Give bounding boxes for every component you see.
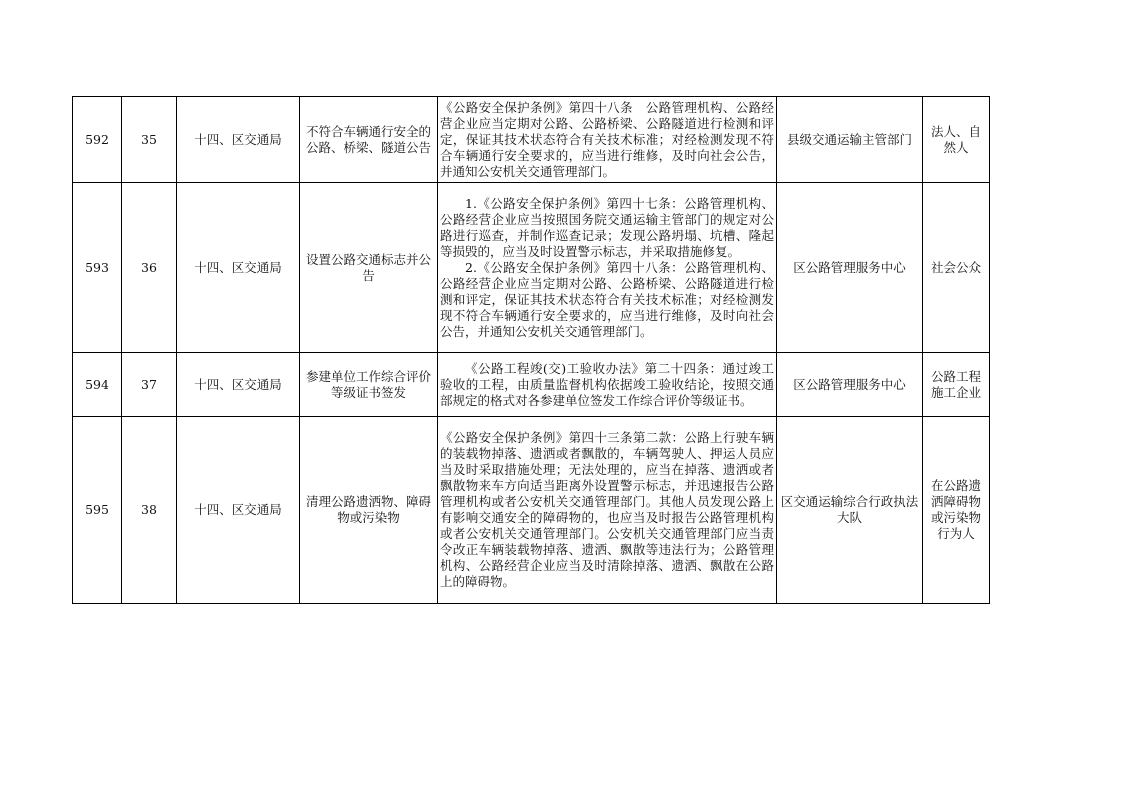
row-number: 594: [73, 353, 122, 417]
duty-item: 参建单位工作综合评价等级证书签发: [300, 353, 438, 417]
responsible-body: 区公路管理服务中心: [777, 353, 923, 417]
legal-basis-text: 《公路安全保护条例》第四十三条第二款：公路上行驶车辆的装载物掉落、遗洒或者飘散的，车辆驾驶人、押运人员应当及时采取措施处理；无法处理的，应当在掉落、遗洒或者飘散物来车方向适当距离外设置警示标志，并迅速报告公路管理机构或者公安机关交通管理部门。其他人员发现公路上有影响交通安全的障碍物的，也应当及时报告公路管理机构或者公安机关交通管理部门。公安机关交通管理部门应当责令改正车辆装载物掉落、遗洒、飘散等违法行为；公路管理机构、公路经营企业应当及时清除掉落、遗洒、飘散在公路上的障碍物。: [440, 430, 774, 589]
legal-basis-text: 《公路安全保护条例》第四十八条 公路管理机构、公路经营企业应当定期对公路、公路桥梁、公路隧道进行检测和评定，保证其技术状态符合有关技术标准；对经检测发现不符合车辆通行安全要求的，应当进行维修，及时向社会公告，并通知公安机关交通管理部门。: [440, 99, 774, 179]
responsible-body: 区公路管理服务中心: [777, 183, 923, 353]
duty-list-table: [72, 96, 990, 604]
legal-basis-text: 2.《公路安全保护条例》第四十八条：公路管理机构、公路经营企业应当定期对公路、公路桥梁、公路隧道进行检测和评定，保证其技术状态符合有关技术标准；对经检测发现不符合车辆通行安全要求的，应当进行维修，及时向社会公告，并通知公安机关交通管理部门。: [440, 259, 774, 339]
item-sequence: 37: [122, 353, 177, 417]
legal-basis: [438, 353, 777, 417]
target-object: 在公路遗洒障碍物或污染物行为人: [923, 417, 990, 604]
duty-item: 设置公路交通标志并公告: [300, 183, 438, 353]
department: 十四、区交通局: [177, 353, 300, 417]
duty-item: 不符合车辆通行安全的公路、桥梁、隧道公告: [300, 97, 438, 183]
item-sequence: 38: [122, 417, 177, 604]
target-object: 法人、自然人: [923, 97, 990, 183]
row-number: 593: [73, 183, 122, 353]
duty-item: 清理公路遗洒物、障碍物或污染物: [300, 417, 438, 604]
legal-basis: [438, 183, 777, 353]
department: 十四、区交通局: [177, 97, 300, 183]
item-sequence: 36: [122, 183, 177, 353]
table-row: [73, 353, 990, 417]
item-sequence: 35: [122, 97, 177, 183]
table-row: [73, 417, 990, 604]
target-object: 公路工程施工企业: [923, 353, 990, 417]
table-row: [73, 183, 990, 353]
legal-basis-text: 《公路工程竣(交)工验收办法》第二十四条：通过竣工验收的工程，由质量监督机构依据竣工验收结论，按照交通部规定的格式对各参建单位签发工作综合评价等级证书。: [440, 360, 774, 408]
table-row: [73, 97, 990, 183]
responsible-body: 区交通运输综合行政执法大队: [777, 417, 923, 604]
target-object: 社会公众: [923, 183, 990, 353]
legal-basis: [438, 97, 777, 183]
legal-basis-text: 1.《公路安全保护条例》第四十七条：公路管理机构、公路经营企业应当按照国务院交通运输主管部门的规定对公路进行巡查，并制作巡查记录；发现公路坍塌、坑槽、隆起等损毁的，应当及时设置警示标志，并采取措施修复。: [440, 195, 774, 259]
department: 十四、区交通局: [177, 183, 300, 353]
row-number: 595: [73, 417, 122, 604]
legal-basis: [438, 417, 777, 604]
row-number: 592: [73, 97, 122, 183]
department: 十四、区交通局: [177, 417, 300, 604]
responsible-body: 县级交通运输主管部门: [777, 97, 923, 183]
